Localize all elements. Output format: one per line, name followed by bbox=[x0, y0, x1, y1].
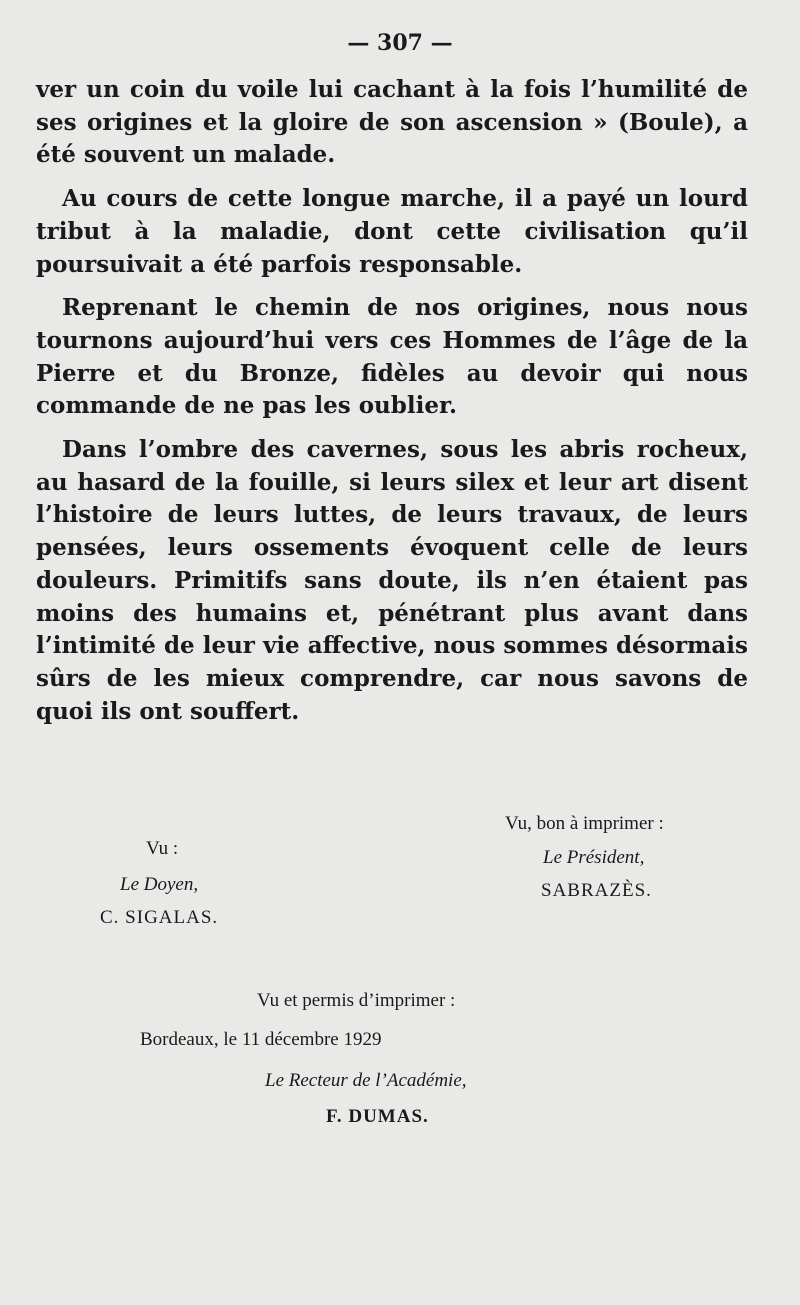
imprimatur-date: Bordeaux, le 11 décembre 1929 bbox=[140, 1029, 382, 1050]
imprimatur-name: F. DUMAS. bbox=[326, 1106, 429, 1127]
page-number: — 307 — bbox=[347, 30, 453, 56]
paragraph-1: ver un coin du voile lui cachant à la fois l’humilité de ses origines et la gloire de son ascension » (Boule), a été souvent un malade. bbox=[36, 76, 748, 169]
body-text bbox=[36, 74, 748, 739]
left-vu: Vu : bbox=[146, 838, 179, 859]
right-name: SABRAZÈS. bbox=[541, 880, 652, 901]
right-vu: Vu, bon à imprimer : bbox=[505, 813, 664, 834]
left-name: C. SIGALAS. bbox=[100, 907, 219, 928]
paragraph-2: Au cours de cette longue marche, il a payé un lourd tribut à la maladie, dont cette civilisation qu’il poursuivait a été parfois responsable. bbox=[36, 185, 748, 278]
left-title: Le Doyen, bbox=[120, 874, 199, 895]
paragraph-3: Reprenant le chemin de nos origines, nous nous tournons aujourd’hui vers ces Hommes de l’âge de la Pierre et du Bronze, fidèles au devoir qui nous commande de ne pas les oublier. bbox=[36, 294, 748, 420]
imprimatur-line1: Vu et permis d’imprimer : bbox=[257, 990, 456, 1011]
paragraph-4: Dans l’ombre des cavernes, sous les abris rocheux, au hasard de la fouille, si leurs silex et leur art disent l’histoire de leurs luttes, de leurs travaux, de leurs pensées, leurs ossements évoquent celle de leurs douleurs. Primitifs sans doute, ils n’en étaient pas moins des humains et, pénétrant plus avant dans l’intimité de leur vie affective, nous sommes désormais sûrs de les mieux comprendre, car nous savons de quoi ils ont souffert. bbox=[36, 436, 748, 725]
imprimatur-title: Le Recteur de l’Académie, bbox=[265, 1070, 467, 1091]
right-title: Le Président, bbox=[543, 847, 645, 868]
